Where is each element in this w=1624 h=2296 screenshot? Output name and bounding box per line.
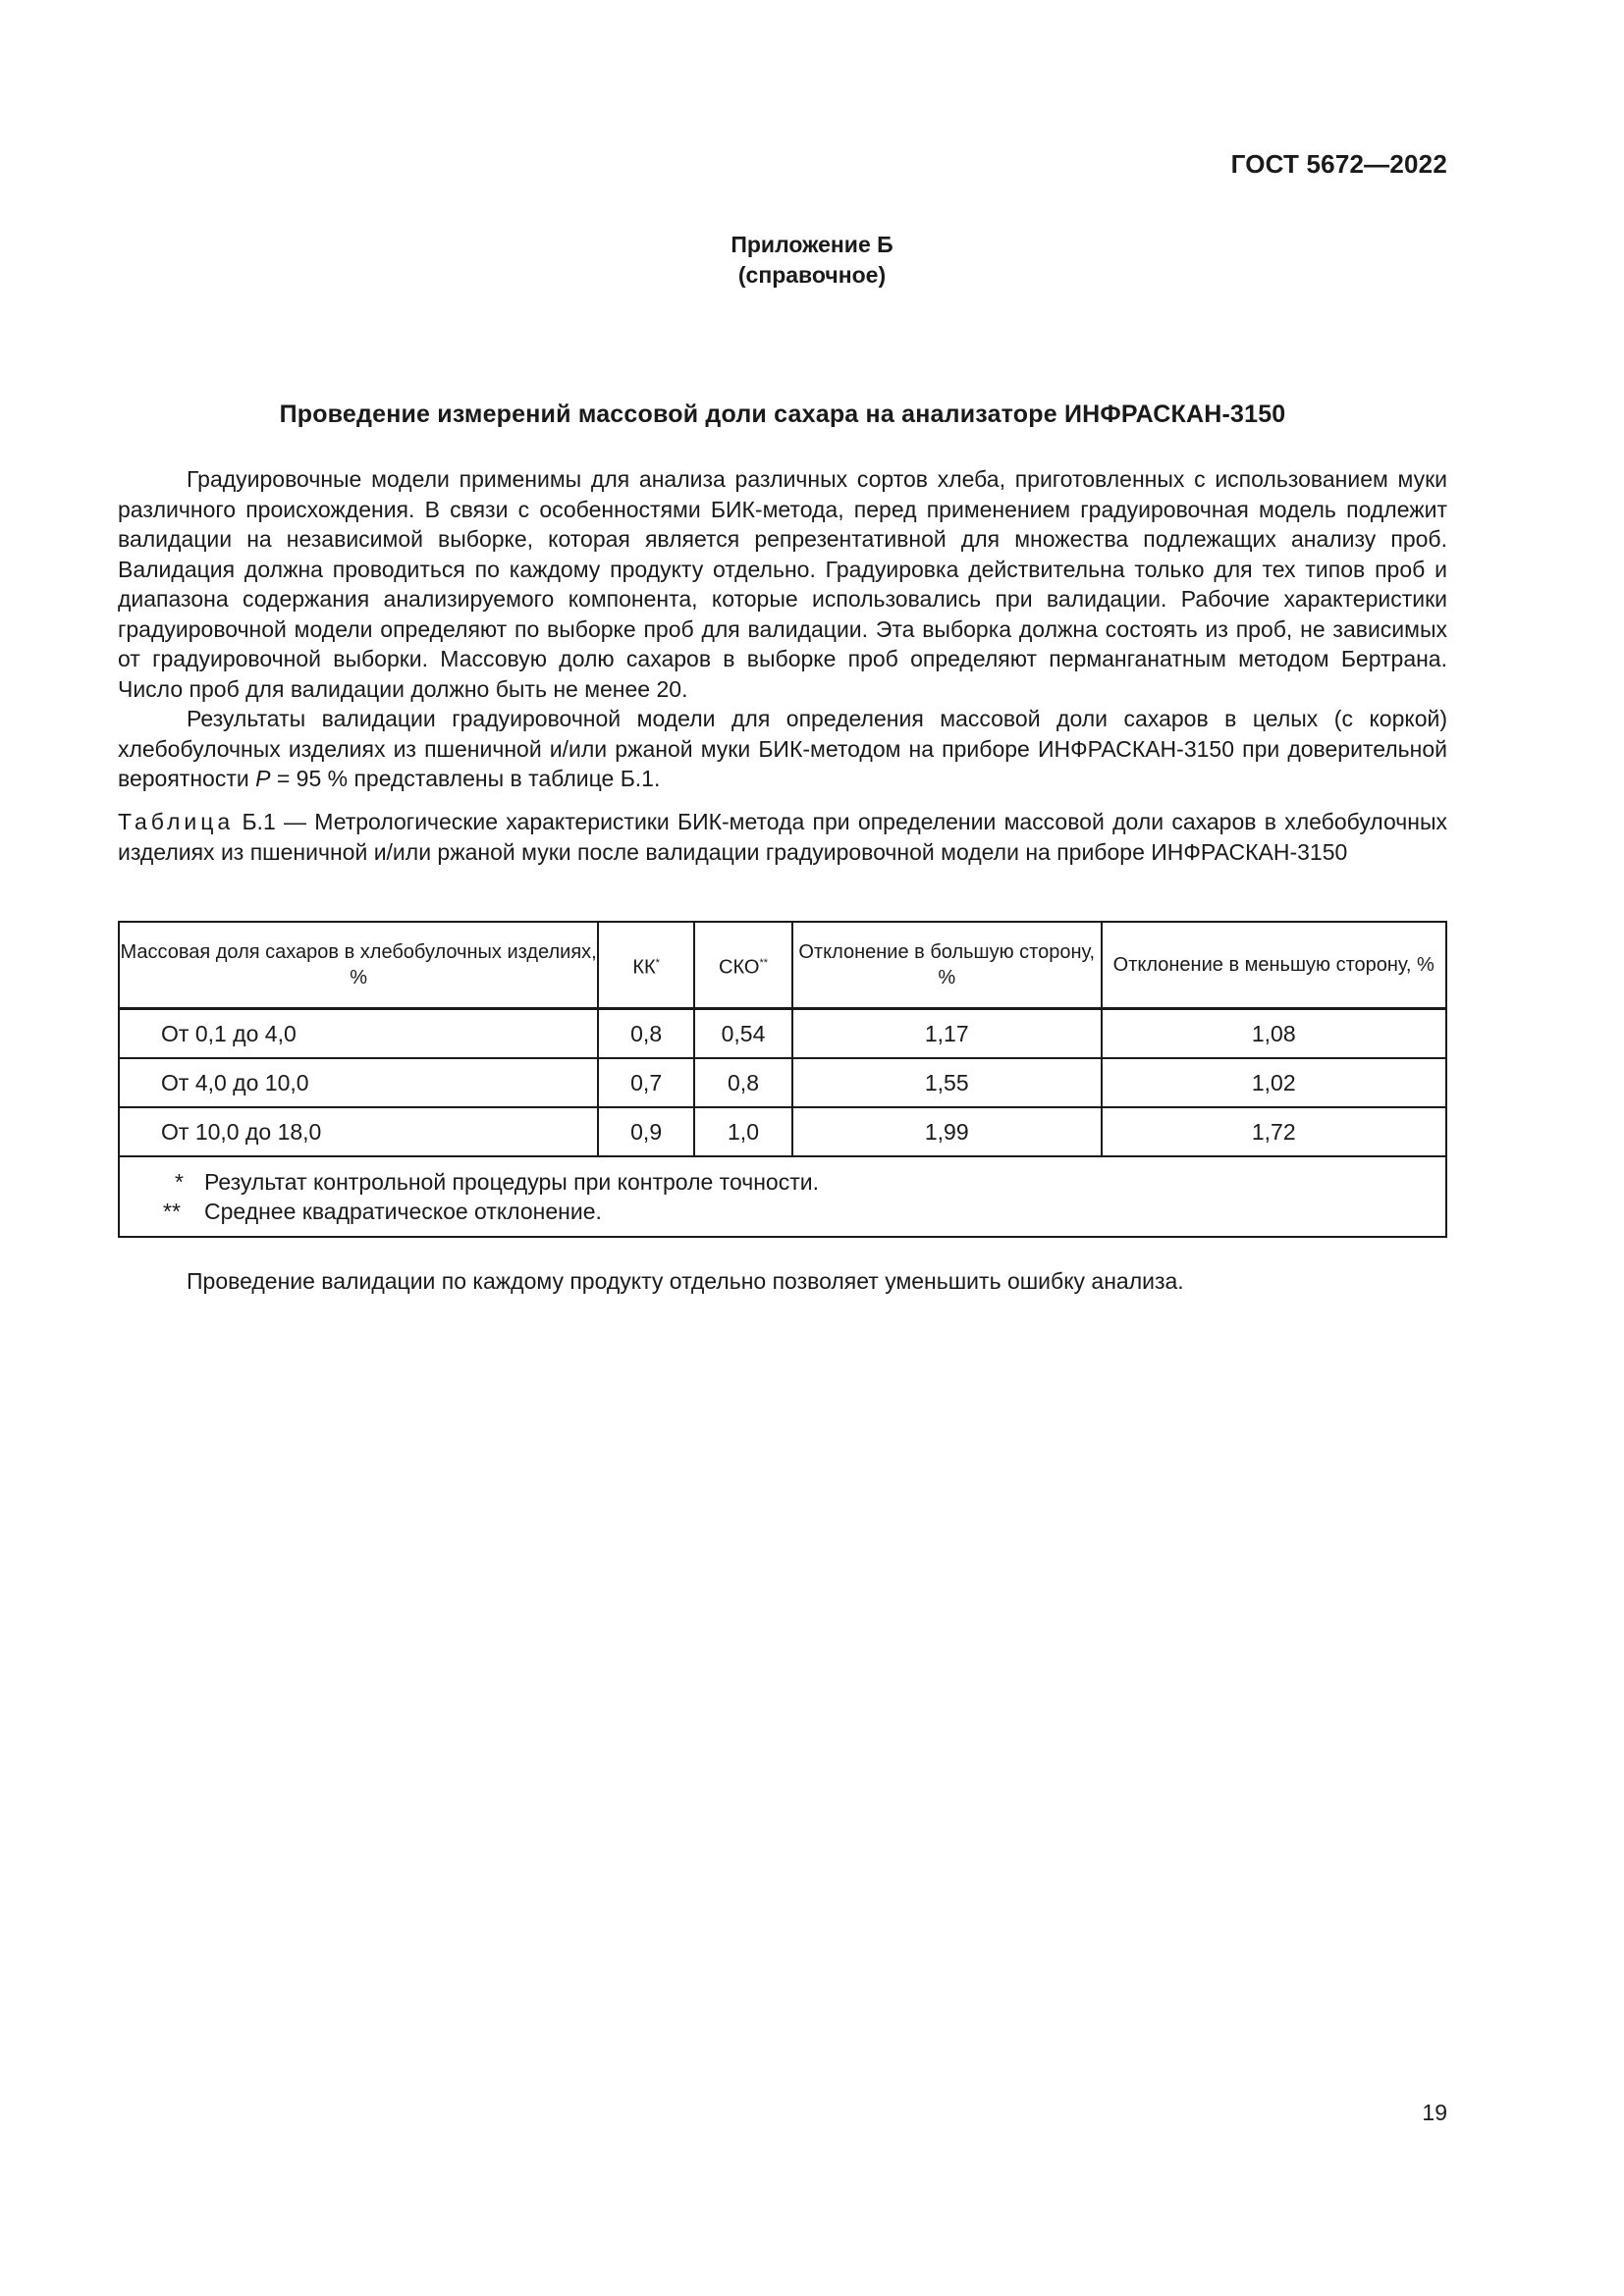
table-caption-text: Б.1 — Метрологические характеристики БИК-метода при определении массовой доли сахаров в хлебобулочных изделиях из пшеничной и/или ржаной муки после валидации градуировочной модели на приборе ИНФРАСКАН-3150 [118,809,1447,865]
cell-range: От 4,0 до 10,0 [119,1058,598,1107]
table-row [119,1107,1446,1156]
table-notes-row [119,1156,1446,1237]
note-2 [163,1197,1445,1226]
paragraph-2 [118,704,1447,794]
page-number: 19 [1422,2100,1447,2125]
cell-dev-down: 1,72 [1102,1107,1447,1156]
document-code: ГОСТ 5672—2022 [1230,149,1447,179]
note-2-text: Среднее квадратическое отклонение. [204,1199,602,1224]
cell-kk: 0,7 [598,1058,694,1107]
header-dev-down: Отклонение в меньшую сторону, % [1102,922,1447,1009]
section-title: Проведение измерений массовой доли сахара на анализаторе ИНФРАСКАН-3150 [279,400,1286,428]
table-caption [118,807,1447,867]
note-1 [163,1167,1445,1197]
header-kk-mark: * [655,956,660,969]
metrology-table [118,921,1447,1238]
annex-kind: (справочное) [737,262,887,288]
cell-dev-down: 1,02 [1102,1058,1447,1107]
cell-kk: 0,8 [598,1009,694,1059]
header-sko [694,922,792,1009]
cell-dev-down: 1,08 [1102,1009,1447,1059]
cell-range: От 0,1 до 4,0 [119,1009,598,1059]
paragraph-2-end: = 95 % представлены в таблице Б.1. [270,766,661,791]
table-notes [119,1156,1446,1237]
cell-dev-up: 1,55 [792,1058,1102,1107]
note-2-mark: ** [163,1199,181,1224]
header-range: Массовая доля сахаров в хлебобулочных изделиях, % [119,922,598,1009]
cell-sko: 0,8 [694,1058,792,1107]
header-kk [598,922,694,1009]
closing-paragraph: Проведение валидации по каждому продукту отдельно позволяет уменьшить ошибку анализа. [187,1268,1184,1294]
table-header-row [119,922,1446,1009]
header-kk-label: КК [632,956,656,979]
note-1-text: Результат контрольной процедуры при контроле точности. [204,1169,819,1195]
annex-title: Приложение Б [731,232,893,257]
annex-heading [0,230,1624,291]
paragraph-2-start: Результаты валидации градуировочной модели для определения массовой доли сахаров в целых (с коркой) хлебобулочных изделиях из пшеничной и/или ржаной муки БИК-методом на приборе ИНФРАСКАН-3150 при доверительной вероятности [118,706,1447,791]
header-dev-up: Отклонение в большую сторону, % [792,922,1102,1009]
table-row [119,1009,1446,1059]
table-caption-label: Таблица [118,809,235,834]
cell-kk: 0,9 [598,1107,694,1156]
note-1-mark: * [175,1169,184,1195]
cell-dev-up: 1,17 [792,1009,1102,1059]
cell-sko: 1,0 [694,1107,792,1156]
cell-sko: 0,54 [694,1009,792,1059]
table-row [119,1058,1446,1107]
cell-range: От 10,0 до 18,0 [119,1107,598,1156]
header-sko-label: СКО [719,956,760,979]
header-sko-mark: ** [759,956,768,969]
probability-symbol: P [255,766,271,791]
cell-dev-up: 1,99 [792,1107,1102,1156]
paragraph-1 [118,464,1447,704]
paragraph-1-text: Градуировочные модели применимы для анализа различных сортов хлеба, приготовленных с использованием муки различного происхождения. В связи с особенностями БИК-метода, перед применением градуировочная модель подлежит валидации на независимой выборке, которая является репрезентативной для множества подлежащих анализу проб. Валидация должна проводиться по каждому продукту отдельно. Градуировка действительна только для тех типов проб и диапазона содержания анализируемого компонента, которые использовались при валидации. Рабочие характеристики градуировочной модели определяют по выборке проб для валидации. Эта выборка должна состоять из проб, не зависимых от градуировочной выборки. Массовую долю сахаров в выборке проб определяют перманганатным методом Бертрана. Число проб для валидации должно быть не менее 20. [118,466,1447,702]
paragraph-2-text [118,704,1447,794]
